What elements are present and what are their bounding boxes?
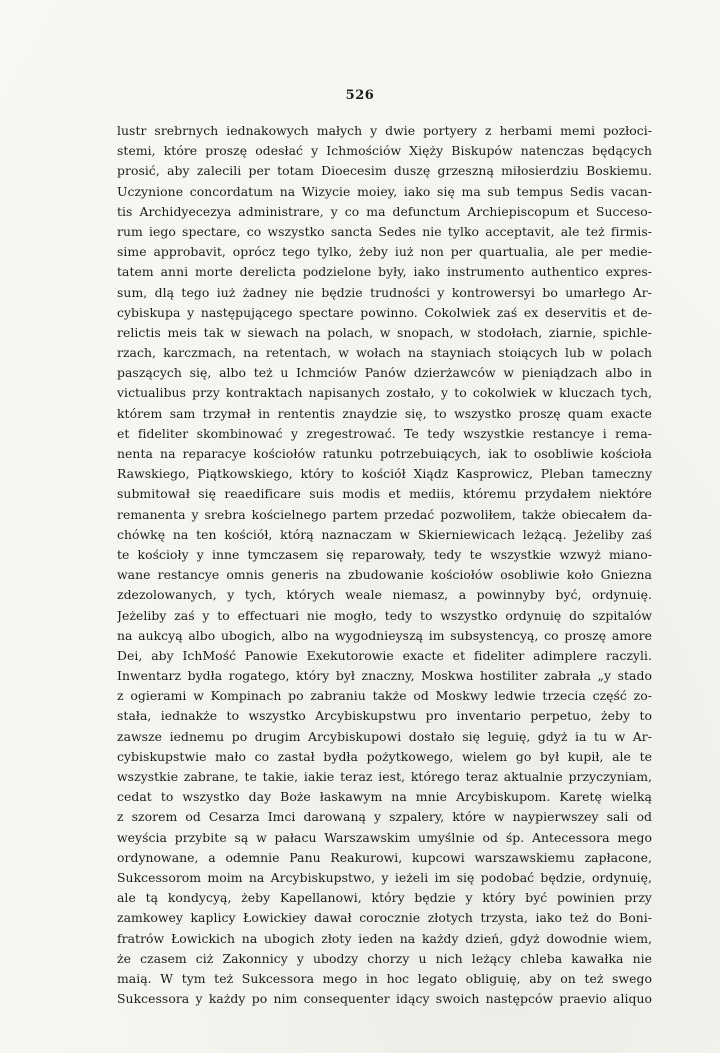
text-line: Inwentarz bydła rogatego, który był znaczny, Moskwa hostiliter zabrała „y stado bbox=[117, 668, 652, 684]
text-line: na aukcyą albo ubogich, albo na wygodnieyszą im subsystencyą, co proszę amore bbox=[117, 627, 652, 643]
text-line: ordynowane, a odemnie Panu Reakurowi, kupcowi warszawskiemu zapłacone, bbox=[117, 849, 652, 865]
text-line: tatem anni morte derelicta podzielone były, iako instrumento authentico expres- bbox=[117, 264, 652, 280]
text-line: Dei, aby IchMość Panowie Exekutorowie exacte et fideliter adimplere raczyli. bbox=[117, 647, 652, 663]
text-line: maią. W tym też Sukcessora mego in hoc legato obliguię, aby on też swego bbox=[117, 970, 652, 986]
page-number: 526 bbox=[345, 88, 375, 103]
text-line: którem sam trzymał in rententis znaydzie się, to wszystko proszę quam exacte bbox=[117, 405, 652, 421]
text-line: Jeżeliby zaś y to effectuari nie mogło, tedy to wszystko ordynuię do szpitalów bbox=[117, 607, 652, 623]
text-line: zamkowey kaplicy Łowickiey dawał corocznie złotych trzysta, iako też do Boni- bbox=[117, 910, 652, 926]
text-line: stemi, które proszę odesłać y Ichmościów Xięży Biskupów natenczas będących bbox=[117, 143, 652, 159]
text-line: weyścia przybite są w pałacu Warszawskim umyślnie od śp. Antecessora mego bbox=[117, 829, 652, 845]
text-line: chówkę na ten kościół, którą naznaczam w Skierniewicach leżącą. Jeżeliby zaś bbox=[117, 526, 652, 542]
text-line: zdezolowanych, y tych, których weale niemasz, a powinnyby być, ordynuię. bbox=[117, 587, 652, 603]
text-line: Rawskiego, Piątkowskiego, który to kościół Xiądz Kasprowicz, Pleban tameczny bbox=[117, 466, 652, 482]
text-line: rum iego spectare, co wszystko sancta Sedes nie tylko acceptavit, ale też firmis- bbox=[117, 223, 652, 239]
text-line: fratrów Łowickich na ubogich złoty ieden na każdy dzień, gdyż dowodnie wiem, bbox=[117, 930, 652, 946]
body-text bbox=[117, 121, 652, 1029]
text-line: remanenta y srebra kościelnego partem przedać pozwoliłem, także obiecałem da- bbox=[117, 506, 652, 522]
text-line: prosić, aby zalecili per totam Dioecesim duszę grzeszną miłosierdziu Boskiemu. bbox=[117, 163, 652, 179]
text-line: sime approbavit, oprócz tego tylko, żeby iuż non per quartualia, ale per medie- bbox=[117, 244, 652, 260]
text-line: sum, dlą tego iuż żadney nie będzie trudności y kontrowersyi bo umarłego Ar- bbox=[117, 284, 652, 300]
text-line: paszących się, albo też u Ichmciów Panów dzierżawców w pieniądzach albo in bbox=[117, 365, 652, 381]
text-line: submitował się reaedificare suis modis et mediis, któremu przydałem niektóre bbox=[117, 486, 652, 502]
text-line: cybiskupa y następującego spectare powinno. Cokolwiek zaś ex deservitis et de- bbox=[117, 304, 652, 320]
text-line: wane restancye omnis generis na zbudowanie kościołów osobliwie koło Gniezna bbox=[117, 567, 652, 583]
text-line: zawsze iednemu po drugim Arcybiskupowi dostało się leguię, gdyż ia tu w Ar- bbox=[117, 728, 652, 744]
text-line: Sukcessorom moim na Arcybiskupstwo, y ieżeli im się podobać będzie, ordynuię, bbox=[117, 869, 652, 885]
text-line: nenta na reparacye kościołów ratunku potrzebuiących, iak to osobliwie kościoła bbox=[117, 446, 652, 461]
text-line: z szorem od Cesarza Imci darowaną y szpalery, które w naypierwszey sali od bbox=[117, 809, 652, 825]
text-line: wszystkie zabrane, te takie, iakie teraz iest, którego teraz aktualnie przyczyniam, bbox=[117, 769, 652, 784]
text-line: rzach, karczmach, na retentach, w wołach na stayniach stoiących lub w polach bbox=[117, 345, 652, 361]
text-line: z ogierami w Kompinach po zabraniu także od Moskwy ledwie trzecia część zo- bbox=[117, 688, 652, 704]
text-line bbox=[117, 1009, 652, 1029]
text-line: stała, iednakże to wszystko Arcybiskupstwu pro inventario perpetuo, żeby to bbox=[117, 708, 652, 724]
text-line: victualibus przy kontraktach napisanych zostało, y to cokolwiek w kluczach tych, bbox=[117, 385, 652, 401]
text-line: tis Archidyecezya administrare, y co ma defunctum Archiepiscopum et Succeso- bbox=[117, 203, 652, 219]
text-line: Uczynione concordatum na Wizycie moiey, iako się ma sub tempus Sedis vacan- bbox=[117, 183, 652, 199]
text-line: że czasem ciż Zakonnicy y ubodzy chorzy u nich leżący chleba kawałka nie bbox=[117, 950, 652, 966]
text-line: te kościoły y inne tymczasem się reparowały, tedy te wszystkie wzwyż miano- bbox=[117, 546, 652, 562]
text-line: ale tą kondycyą, żeby Kapellanowi, który będzie y który być powinien przy bbox=[117, 890, 652, 906]
text-line: cybiskupstwie mało co zastał bydła pożytkowego, wielem go był kupił, ale te bbox=[117, 748, 652, 764]
text-line: relictis meis tak w siewach na polach, w snopach, w stodołach, ziarnie, spichle- bbox=[117, 324, 652, 340]
text-line: lustr srebrnych iednakowych małych y dwie portyery z herbami memi pozłoci- bbox=[117, 123, 652, 138]
text-line: cedat to wszystko day Boże łaskawym na mnie Arcybiskupom. Karetę wielką bbox=[117, 789, 652, 805]
text-line: Sukcessora y każdy po nim consequenter idący swoich następców praevio aliquo bbox=[117, 991, 652, 1007]
text-line: et fideliter skombinować y zregestrować. Te tedy wszystkie restancye i rema- bbox=[117, 425, 652, 441]
